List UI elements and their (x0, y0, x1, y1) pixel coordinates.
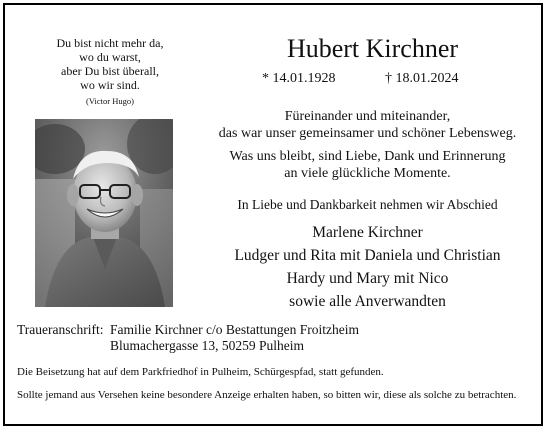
mourner-line: Marlene Kirchner (312, 224, 423, 241)
quote-line: Du bist nicht mehr da, (56, 36, 164, 50)
verse-part1 (195, 108, 540, 142)
notice-text: Sollte jemand aus Versehen keine besondere Anzeige erhalten haben, so bitten wir, diese als solche zu betrachten. (17, 389, 517, 401)
verse-line: Füreinander und miteinander, (284, 109, 451, 124)
death-date: † 18.01.2024 (385, 71, 459, 86)
address-label: Traueranschrift: (17, 322, 104, 337)
verse-line: Was uns bleibt, sind Liebe, Dank und Erinnerung (229, 149, 506, 164)
portrait-photo (35, 119, 173, 307)
address-line1: Familie Kirchner c/o Bestattungen Froitzheim (110, 322, 359, 337)
quote-line: wo du warst, (79, 50, 141, 64)
mourner-line: Ludger und Rita mit Daniela und Christian (234, 247, 501, 264)
mourners-list (195, 221, 540, 313)
quote-block (20, 36, 200, 107)
mourner-line: Hardy und Mary mit Nico (286, 270, 449, 287)
farewell-text: In Liebe und Dankbarkeit nehmen wir Abschied (237, 197, 498, 212)
quote-author: (Victor Hugo) (86, 96, 134, 106)
quote-line: wo wir sind. (80, 78, 140, 92)
verse-line: an viele glückliche Momente. (284, 166, 451, 181)
birth-date: * 14.01.1928 (262, 71, 336, 86)
mourner-line: sowie alle Anverwandten (289, 293, 446, 310)
address-line2: Blumachergasse 13, 50259 Pulheim (110, 338, 304, 353)
verse-line: das war unser gemeinsamer und schöner Lebensweg. (218, 126, 517, 141)
burial-note: Die Beisetzung hat auf dem Parkfriedhof in Pulheim, Schürgespfad, statt gefunden. (17, 366, 384, 378)
verse-part2 (195, 148, 540, 182)
deceased-name: Hubert Kirchner (286, 34, 459, 63)
quote-line: aber Du bist überall, (61, 64, 159, 78)
